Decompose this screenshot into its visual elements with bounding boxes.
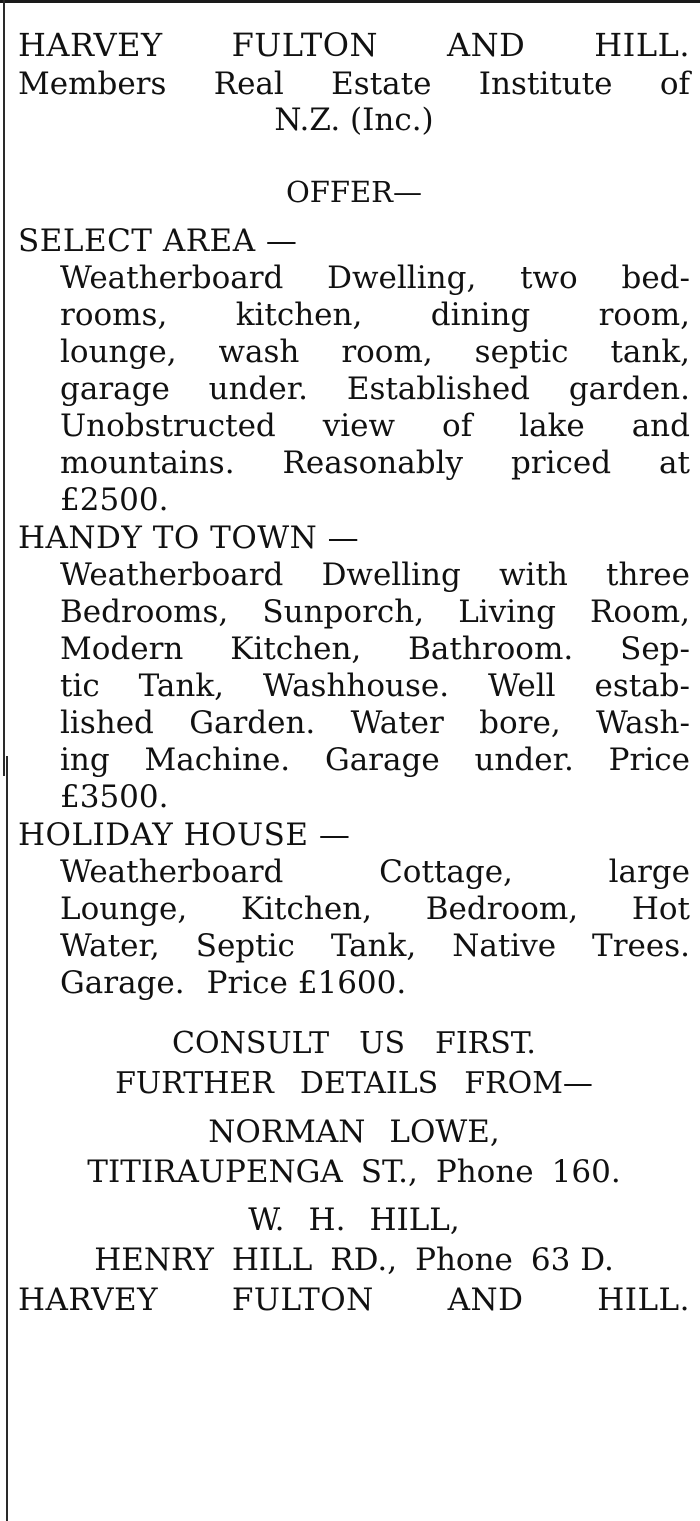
contact-name-word: HILL, <box>369 1202 460 1238</box>
description-word: Modern <box>60 631 184 667</box>
description-word: Garage. <box>60 965 185 1001</box>
description-line <box>60 334 690 371</box>
firm-name-footer-word: AND <box>447 1282 524 1318</box>
consult-line <box>18 1024 690 1064</box>
description-word: Price <box>608 742 690 778</box>
description-word: Kitchen, <box>230 631 362 667</box>
description-word: bed- <box>621 260 690 296</box>
contact-name-word: H. <box>308 1202 346 1238</box>
description-word: at <box>659 445 690 481</box>
description-word: rooms, <box>60 297 168 333</box>
contact-name <box>18 1112 690 1152</box>
description-word: three <box>606 557 690 593</box>
contact-name-word: NORMAN <box>208 1114 366 1150</box>
further-details-line <box>18 1064 690 1104</box>
description-word: Garden. <box>189 705 316 741</box>
description-word: two <box>520 260 578 296</box>
contact-address-word: Phone <box>415 1242 513 1278</box>
membership-line-2: N.Z. (Inc.) <box>274 102 434 138</box>
listing-heading: HANDY TO TOWN — <box>18 520 360 556</box>
description-word: kitchen, <box>235 297 363 333</box>
description-word: Weatherboard <box>60 260 284 296</box>
firm-name-word: FULTON <box>231 26 378 64</box>
description-word: septic <box>474 334 569 370</box>
description-word: Septic <box>195 928 295 964</box>
contact-address-word: HILL <box>231 1242 313 1278</box>
description-word: Wash- <box>595 705 690 741</box>
description-word: Native <box>452 928 557 964</box>
description-word: Room, <box>590 594 690 630</box>
description-word: garden. <box>568 371 690 407</box>
description-word: Lounge, <box>60 891 188 927</box>
left-column-rule-lower <box>6 756 8 1521</box>
description-word: Well <box>488 668 556 704</box>
description-word: Water <box>350 705 444 741</box>
description-word: estab- <box>594 668 690 704</box>
description-word: Bedrooms, <box>60 594 229 630</box>
contact-address-word: 160. <box>551 1154 621 1190</box>
description-line <box>60 854 690 891</box>
description-word: bore, <box>479 705 561 741</box>
firm-name-word: AND <box>446 26 526 64</box>
description-word: Tank, <box>138 668 224 704</box>
description-word: Dwelling, <box>327 260 477 296</box>
description-word: Unobstructed <box>60 408 276 444</box>
listing <box>18 816 690 1002</box>
contact-address-word: HENRY <box>94 1242 214 1278</box>
description-word: room, <box>598 297 690 333</box>
contact-address-word: RD., <box>330 1242 398 1278</box>
description-word: Bedroom, <box>425 891 579 927</box>
contact-address <box>18 1240 690 1280</box>
description-line <box>60 557 690 594</box>
listing-heading: HOLIDAY HOUSE — <box>18 817 351 853</box>
description-line <box>60 965 690 1002</box>
further-word: FURTHER <box>115 1066 274 1101</box>
membership-word: of <box>659 66 690 102</box>
description-word: Weatherboard <box>60 854 284 890</box>
contact-address <box>18 1152 690 1192</box>
listing-heading: SELECT AREA — <box>18 223 298 259</box>
membership-word: Institute <box>478 66 613 102</box>
description-word: Reasonably <box>282 445 463 481</box>
consult-word: CONSULT <box>172 1026 330 1061</box>
description-word: tank, <box>610 334 690 370</box>
description-line <box>60 705 690 742</box>
consult-word: US <box>359 1026 405 1061</box>
left-column-rule <box>3 0 5 776</box>
offer-heading: OFFER— <box>285 175 423 209</box>
real-estate-advertisement <box>18 24 690 1320</box>
description-word: Trees. <box>592 928 690 964</box>
description-line <box>60 742 690 779</box>
contact-address-word: 63 D. <box>530 1242 614 1278</box>
description-word: and <box>631 408 690 444</box>
membership-word: Estate <box>331 66 432 102</box>
description-word: under. <box>208 371 309 407</box>
firm-name-footer <box>18 1280 690 1320</box>
contact-address-word: Phone <box>435 1154 534 1190</box>
firm-name <box>18 24 690 66</box>
firm-name-footer-word: FULTON <box>231 1282 374 1318</box>
description-word: Established <box>346 371 531 407</box>
description-word: Washhouse. <box>262 668 450 704</box>
top-rule <box>0 0 700 3</box>
description-line <box>60 371 690 408</box>
firm-name-word: HARVEY <box>18 26 163 64</box>
description-word: Kitchen, <box>240 891 372 927</box>
description-word: lished <box>60 705 154 741</box>
description-word: priced <box>510 445 612 481</box>
description-word: view <box>322 408 396 444</box>
membership-line <box>18 66 690 102</box>
description-word: Cottage, <box>379 854 513 890</box>
description-word: wash <box>218 334 300 370</box>
description-word: of <box>442 408 473 444</box>
listing-description <box>60 557 690 816</box>
contacts <box>18 1112 690 1280</box>
description-word: Weatherboard <box>60 557 284 593</box>
contact-name <box>18 1200 690 1240</box>
contact-name-word: LOWE, <box>389 1114 500 1150</box>
description-word: Water, <box>60 928 160 964</box>
listing-description <box>60 260 690 519</box>
description-word: under. <box>474 742 574 778</box>
description-word: garage <box>60 371 170 407</box>
contact-name-word: W. <box>248 1202 285 1238</box>
description-line <box>60 445 690 482</box>
firm-name-footer-word: HILL. <box>597 1282 690 1318</box>
firm-name-word: HILL. <box>594 26 690 64</box>
membership-word: Members <box>18 66 167 102</box>
description-word: large <box>608 854 690 890</box>
description-word: Price £1600. <box>206 965 407 1001</box>
listing <box>18 222 690 519</box>
contact-address-word: TITIRAUPENGA <box>87 1154 343 1190</box>
description-word: Dwelling <box>321 557 461 593</box>
description-line <box>60 928 690 965</box>
description-line <box>60 260 690 297</box>
description-word: Living <box>458 594 556 630</box>
description-word: Machine. <box>144 742 291 778</box>
listing <box>18 519 690 816</box>
description-word: Hot <box>631 891 690 927</box>
description-line <box>60 631 690 668</box>
further-word: DETAILS <box>299 1066 439 1101</box>
description-line <box>60 482 690 519</box>
listing-description <box>60 854 690 1002</box>
description-word: Bathroom. <box>408 631 574 667</box>
description-line <box>60 408 690 445</box>
description-line <box>60 891 690 928</box>
description-word: Tank, <box>330 928 417 964</box>
description-word: with <box>499 557 568 593</box>
description-word: Sep- <box>620 631 690 667</box>
description-line <box>60 779 690 816</box>
description-word: tic <box>60 668 100 704</box>
firm-name-footer-word: HARVEY <box>18 1282 159 1318</box>
description-word: room, <box>341 334 433 370</box>
contact-address-word: ST., <box>360 1154 418 1190</box>
description-word: ing <box>60 742 110 778</box>
description-word: lake <box>519 408 585 444</box>
description-line <box>60 668 690 705</box>
description-word: dining <box>430 297 531 333</box>
description-line <box>60 297 690 334</box>
description-word: £2500. <box>60 482 169 518</box>
description-word: Sunporch, <box>262 594 425 630</box>
description-line <box>60 594 690 631</box>
membership-word: Real <box>213 66 284 102</box>
description-word: lounge, <box>60 334 177 370</box>
consult-word: FIRST. <box>435 1026 536 1061</box>
description-word: mountains. <box>60 445 235 481</box>
further-word: FROM— <box>464 1066 593 1101</box>
description-word: Garage <box>324 742 440 778</box>
listings <box>18 222 690 1002</box>
description-word: £3500. <box>60 779 169 815</box>
